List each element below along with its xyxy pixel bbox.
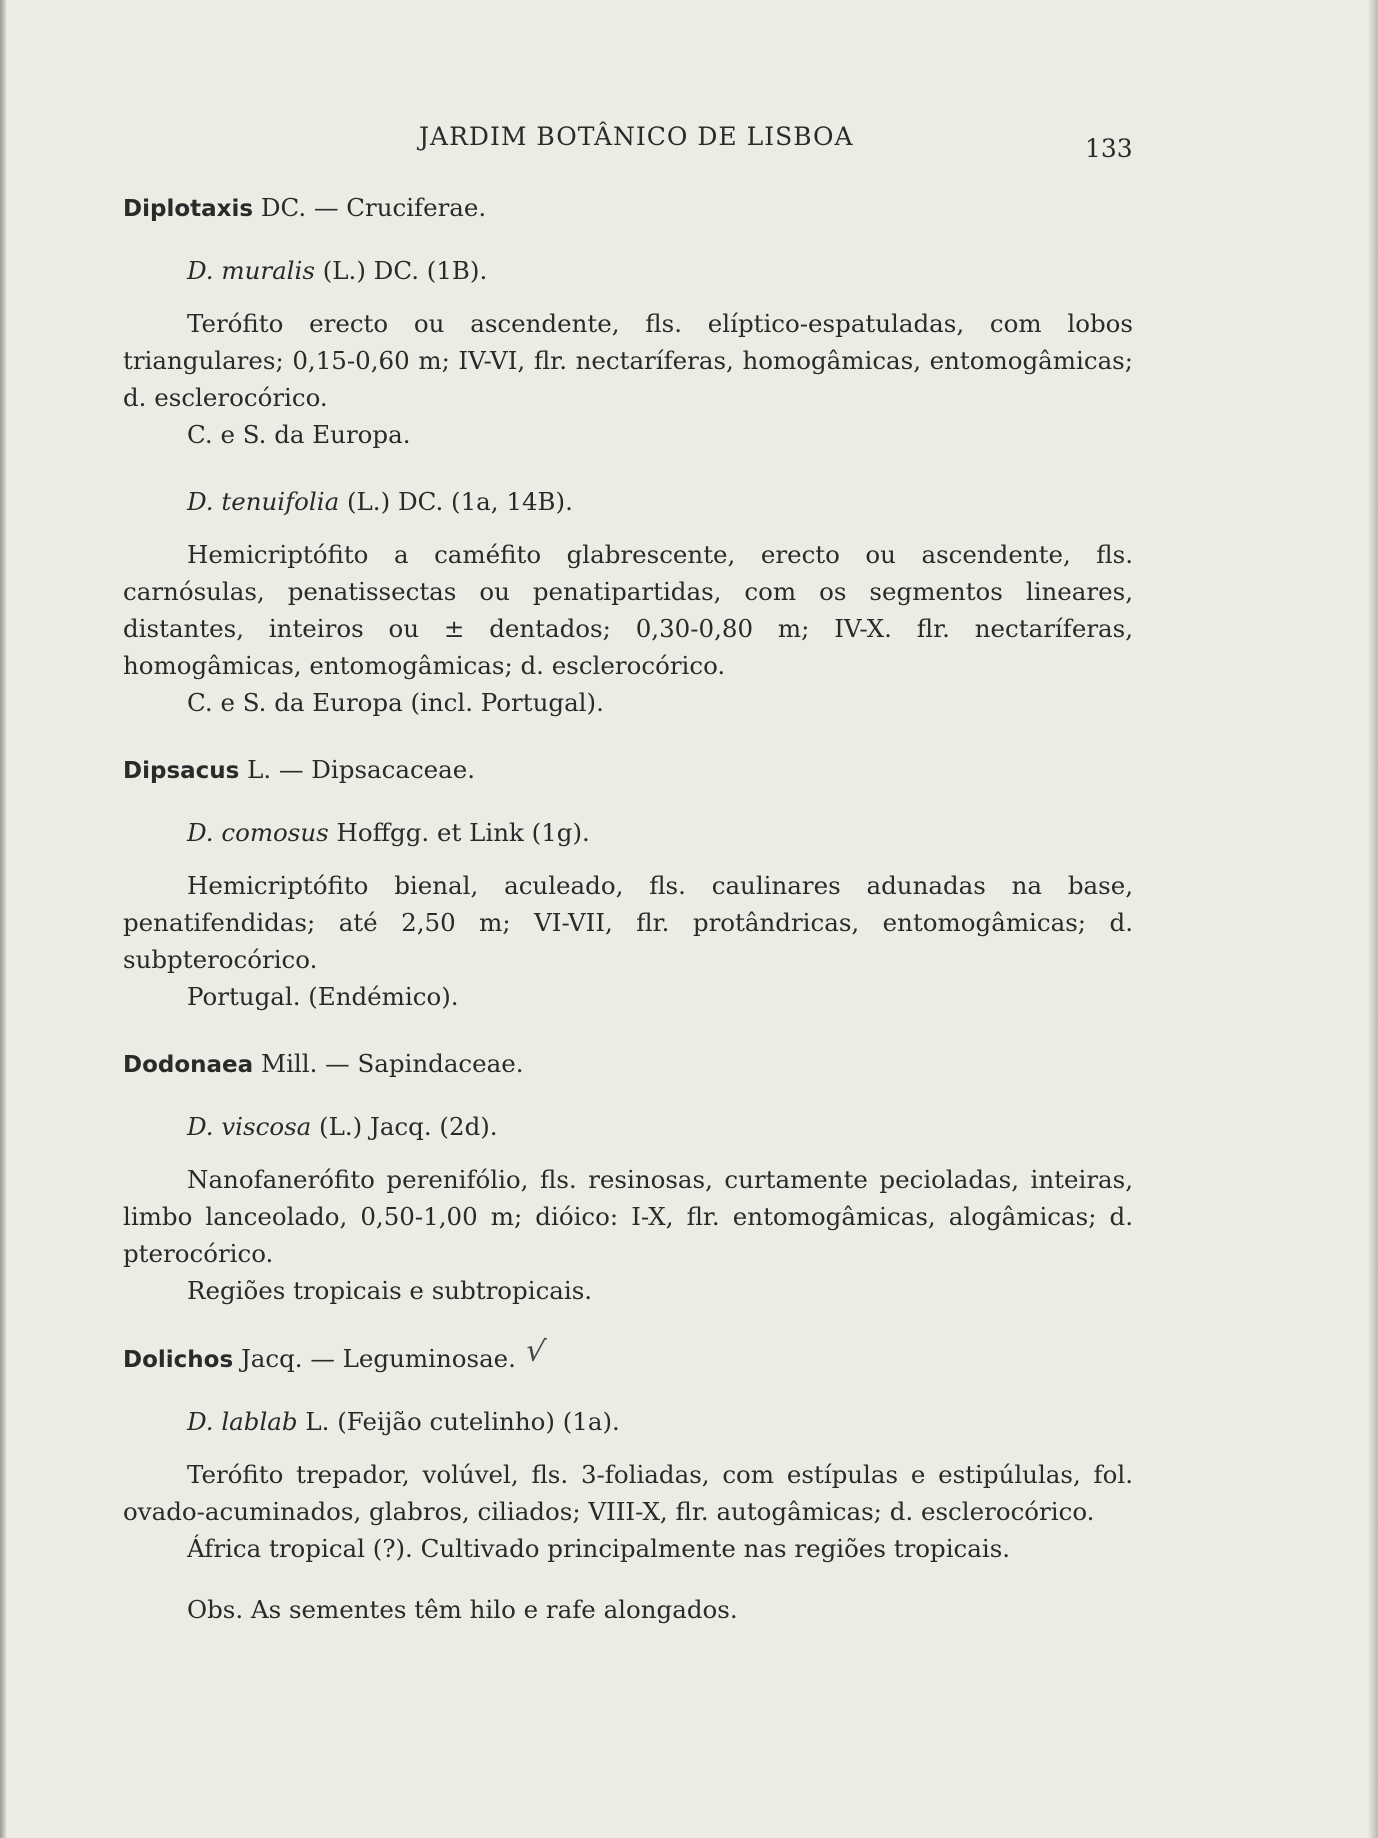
species-description: Hemicriptófito a caméfito glabrescente, erecto ou ascendente, fls. carnósulas, penatissectas ou penatipartidas, com os segmentos lineares, distantes, inteiros ou ± dentados; 0,30-0,80 m; IV-X. flr. nectaríferas, homogâmicas, entomogâmicas; d. esclerocórico.	[123, 540, 1133, 680]
genus-heading-diplotaxis	[123, 189, 1133, 228]
species-authority: Hoffgg. et Link (1g).	[336, 818, 590, 847]
genus-name: Dolichos	[123, 1347, 234, 1373]
species-description: Terófito trepador, volúvel, fls. 3-foliadas, com estípulas e estipúlulas, fol. ovado-acuminados, glabros, ciliados; VIII-X, flr. autogâmicas; d. esclerocórico.	[123, 1460, 1133, 1526]
species-heading-d-tenuifolia	[187, 483, 1133, 520]
page-edge-right	[1368, 0, 1378, 1838]
species-name: D. viscosa	[187, 1112, 312, 1141]
species-range: C. e S. da Europa (incl. Portugal).	[187, 688, 604, 717]
species-authority: (L.) DC. (1B).	[322, 256, 488, 285]
species-description: Hemicriptófito bienal, aculeado, fls. caulinares adunadas na base, penatifendidas; até 2,50 m; VI-VII, flr. protândricas, entomogâmicas; d. subpterocórico.	[123, 871, 1133, 974]
species-heading-d-lablab	[187, 1403, 1133, 1440]
species-range: África tropical (?). Cultivado principalmente nas regiões tropicais.	[187, 1534, 1011, 1563]
species-range: Regiões tropicais e subtropicais.	[187, 1276, 593, 1305]
page-edge-left	[0, 0, 6, 1838]
species-name: D. muralis	[187, 256, 315, 285]
observation-note: Obs. As sementes têm hilo e rafe alongados.	[187, 1595, 738, 1624]
genus-authority-family: Jacq. — Leguminosae.	[240, 1344, 516, 1373]
species-range: Portugal. (Endémico).	[187, 982, 459, 1011]
genus-authority-family: DC. — Cruciferae.	[260, 193, 487, 222]
species-heading-d-muralis	[187, 252, 1133, 289]
species-authority: L. (Feijão cutelinho) (1a).	[305, 1407, 620, 1436]
species-heading-d-viscosa	[187, 1108, 1133, 1145]
running-title: JARDIM BOTÂNICO DE LISBOA	[419, 122, 854, 151]
genus-authority-family: L. — Dipsacaceae.	[247, 755, 476, 784]
species-authority: (L.) Jacq. (2d).	[319, 1112, 498, 1141]
page-body	[123, 189, 1133, 1628]
genus-name: Dodonaea	[123, 1052, 254, 1078]
genus-heading-dolichos	[123, 1332, 1133, 1379]
species-description: Terófito erecto ou ascendente, fls. elíptico-espatuladas, com lobos triangulares; 0,15-0,60 m; IV-VI, flr. nectaríferas, homogâmicas, entomogâmicas; d. esclerocórico.	[123, 309, 1133, 412]
handwritten-check-mark: √	[523, 1332, 548, 1371]
page-header	[0, 122, 1378, 162]
genus-authority-family: Mill. — Sapindaceae.	[260, 1049, 524, 1078]
genus-name: Dipsacus	[123, 758, 240, 784]
page-number: 133	[1085, 134, 1133, 163]
genus-heading-dodonaea	[123, 1045, 1133, 1084]
species-authority: (L.) DC. (1a, 14B).	[346, 487, 573, 516]
species-name: D. comosus	[187, 818, 329, 847]
species-name: D. lablab	[187, 1407, 298, 1436]
species-range: C. e S. da Europa.	[187, 420, 411, 449]
species-heading-d-comosus	[187, 814, 1133, 851]
species-description: Nanofanerófito perenifólio, fls. resinosas, curtamente pecioladas, inteiras, limbo lanceolado, 0,50-1,00 m; dióico: I-X, flr. entomogâmicas, alogâmicas; d. pterocórico.	[123, 1165, 1133, 1268]
species-name: D. tenuifolia	[187, 487, 340, 516]
genus-heading-dipsacus	[123, 751, 1133, 790]
genus-name: Diplotaxis	[123, 196, 254, 222]
